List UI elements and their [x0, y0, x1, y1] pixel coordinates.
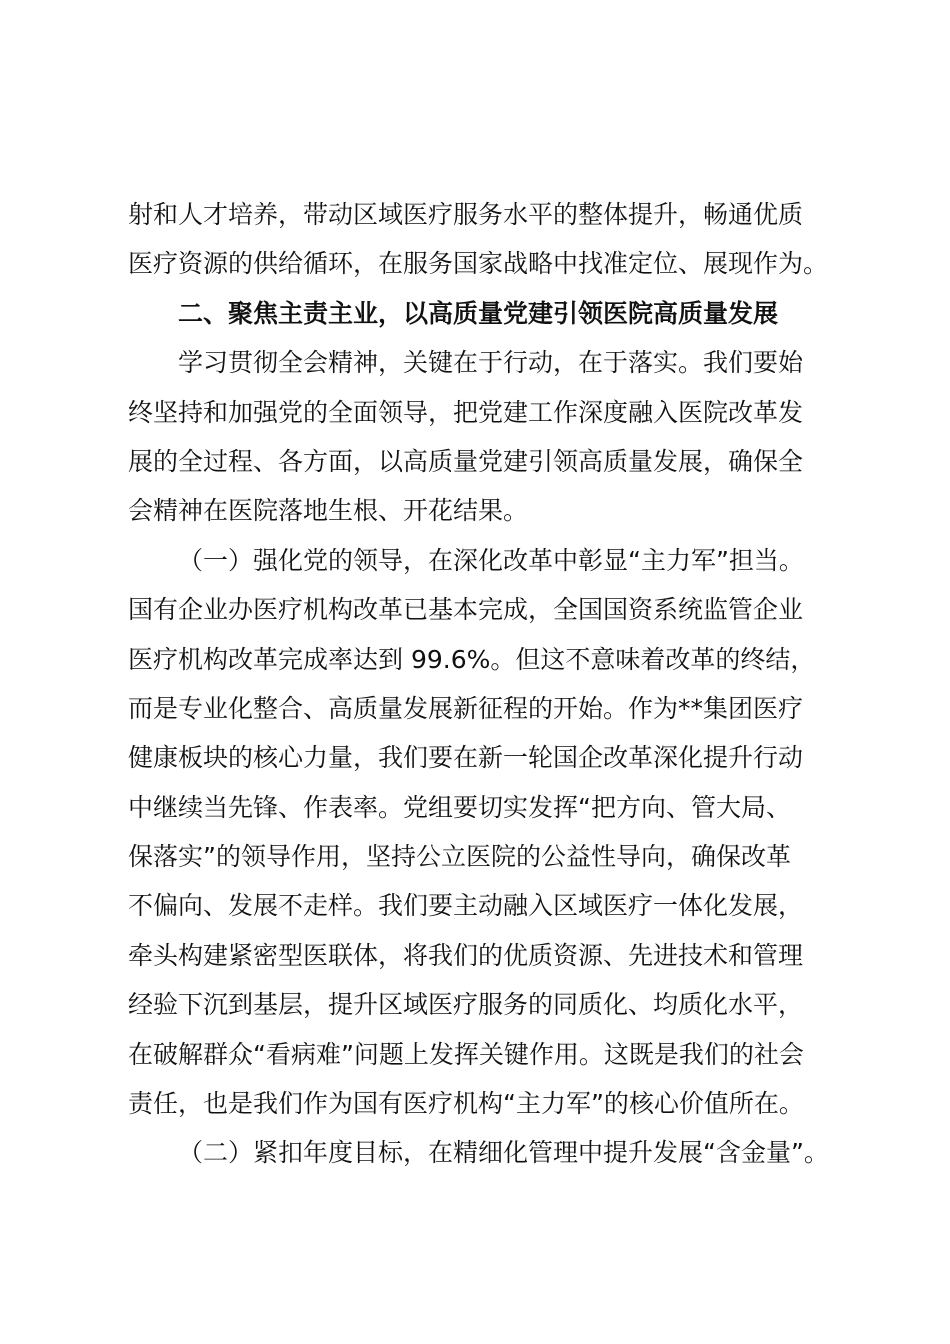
text-line: 医疗资源的供给循环，在服务国家战略中找准定位、展现作为。 — [128, 249, 829, 279]
text-line: 国有企业办医疗机构改革已基本完成，全国国资系统监管企业 — [128, 595, 804, 625]
text-line: 在破解群众“看病难”问题上发挥关键作用。这既是我们的社会 — [128, 1039, 804, 1069]
text-line: 射和人才培养，带动区域医疗服务水平的整体提升，畅通优质 — [128, 200, 804, 229]
text-line: 经验下沉到基层，提升区域医疗服务的同质化、均质化水平， — [128, 990, 804, 1020]
text-line: 健康板块的核心力量，我们要在新一轮国企改革深化提升行动 — [128, 743, 804, 773]
subsection-heading-line: （二）紧扣年度目标，在精细化管理中提升发展“含金量”。 — [178, 1138, 829, 1168]
document-body — [128, 190, 848, 1178]
text-line: 不偏向、发展不走样。我们要主动融入区域医疗一体化发展， — [128, 891, 804, 921]
section-heading: 二、聚焦主责主业，以高质量党建引领医院高质量发展 — [178, 298, 779, 328]
paragraph-start-line: 学习贯彻全会精神，关键在于行动，在于落实。我们要始 — [178, 348, 804, 378]
text-line: 牵头构建紧密型医联体，将我们的优质资源、先进技术和管理 — [128, 940, 804, 970]
text-line: 医疗机构改革完成率达到 99.6%。但这不意味着改革的终结， — [128, 644, 816, 674]
text-line: 而是专业化整合、高质量发展新征程的开始。作为**集团医疗 — [128, 693, 804, 723]
text-line: 终坚持和加强党的全面领导，把党建工作深度融入医院改革发 — [128, 397, 804, 427]
subsection-heading-line: （一）强化党的领导，在深化改革中彰显“主力军”担当。 — [178, 545, 804, 575]
text-line: 中继续当先锋、作表率。党组要切实发挥“把方向、管大局、 — [128, 792, 791, 822]
text-line: 展的全过程、各方面，以高质量党建引领高质量发展，确保全 — [128, 446, 804, 476]
text-line: 保落实”的领导作用，坚持公立医院的公益性导向，确保改革 — [128, 842, 791, 872]
text-line: 会精神在医院落地生根、开花结果。 — [128, 496, 529, 526]
text-line: 责任，也是我们作为国有医疗机构“主力军”的核心价值所在。 — [128, 1089, 804, 1119]
